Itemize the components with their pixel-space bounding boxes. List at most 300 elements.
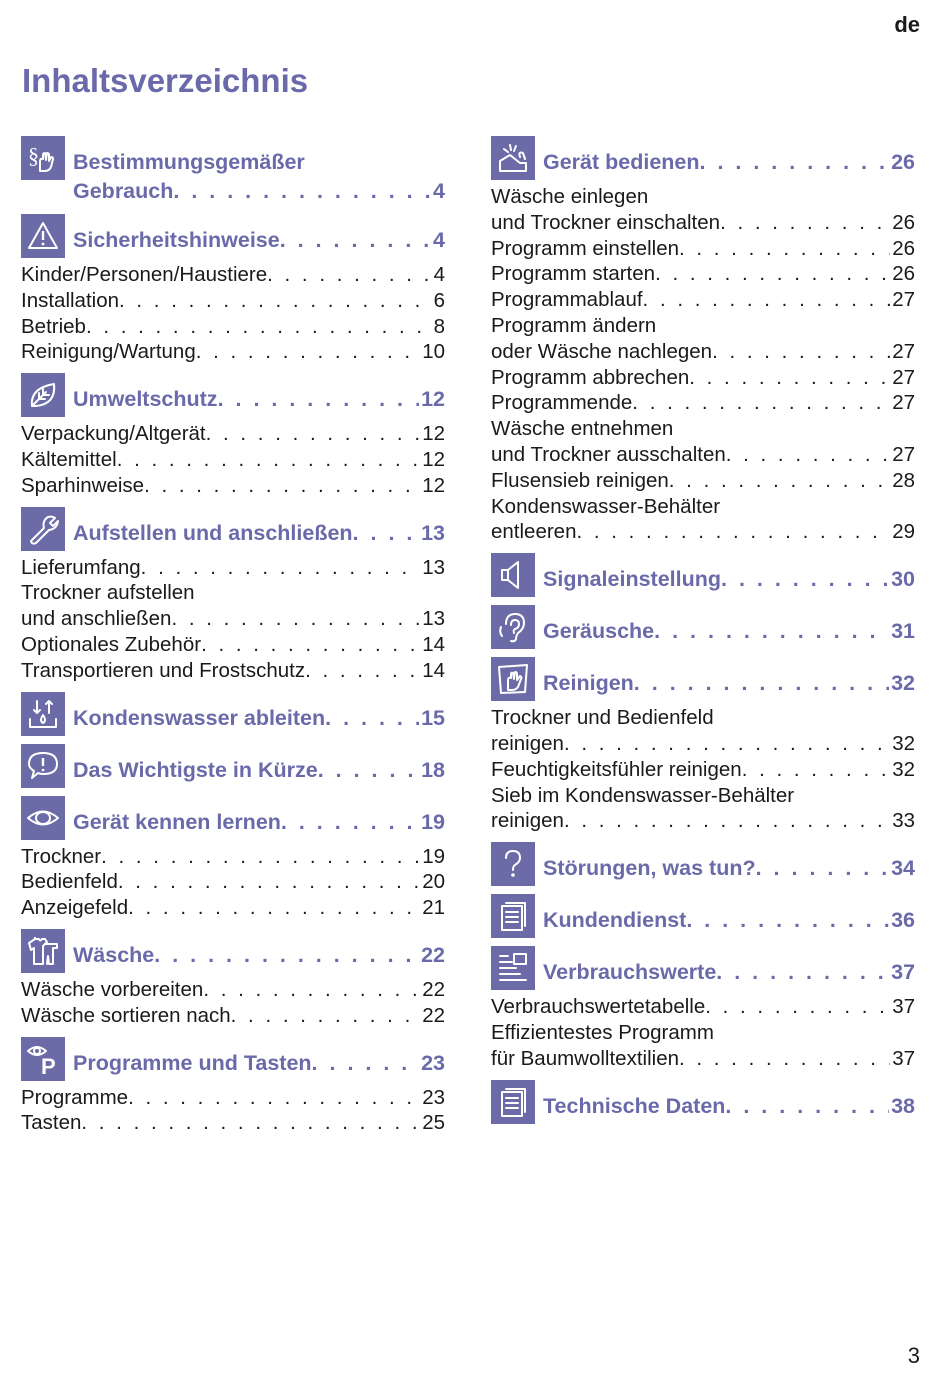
toc-entry-line-label: reinigen (491, 731, 564, 755)
toc-entry-line-label-line1: Trockner und Bedienfeld (491, 706, 714, 730)
toc-entry-line-label: Feuchtigkeitsfühler reinigen (491, 757, 742, 781)
toc-column-left (21, 134, 445, 1136)
toc-section-title[interactable] (543, 944, 915, 987)
toc-entry (21, 1003, 445, 1029)
section-heading-label: Störungen, was tun? (543, 856, 756, 881)
toc-entry (21, 895, 445, 921)
eye-p-icon (21, 1037, 65, 1081)
section-heading-label: Kundendienst (543, 908, 687, 933)
section-heading[interactable] (73, 1049, 445, 1078)
section-heading-page: 4 (433, 179, 445, 203)
toc-entry-line-label-line1: Programm ändern (491, 313, 657, 337)
toc-entry-line-wrap[interactable] (491, 705, 915, 757)
section-heading-page: 37 (891, 960, 915, 985)
toc-entry-line-page: 26 (892, 210, 915, 234)
eye-icon (21, 796, 65, 840)
dot-leader (632, 390, 890, 416)
toc-entry-line-label: und anschließen (21, 607, 172, 631)
toc-entry-line-label: oder Wäsche nachlegen (491, 339, 713, 363)
section-heading-page: 30 (891, 567, 915, 592)
toc-entry-line[interactable] (21, 447, 445, 473)
speaker-icon (491, 553, 535, 597)
dot-leader (173, 177, 431, 206)
dot-leader (564, 808, 890, 834)
toc-section-title[interactable] (73, 1035, 445, 1078)
toc-section (21, 134, 445, 206)
toc-entry-line-page: 25 (422, 1111, 445, 1135)
toc-entry (491, 468, 915, 494)
section-heading-page: 18 (421, 757, 445, 782)
toc-entry-line-label: entleeren (491, 520, 577, 544)
toc-section-title[interactable] (543, 551, 915, 594)
dot-leader (312, 1049, 420, 1078)
dot-leader (325, 704, 419, 733)
toc-section (491, 551, 915, 597)
language-code: de (894, 12, 920, 37)
toc-section (491, 892, 915, 938)
dot-leader (716, 958, 889, 987)
ear-icon (491, 605, 535, 649)
toc-entry-line-label: Bedienfeld (21, 870, 118, 894)
toc-entry-line[interactable] (21, 844, 445, 870)
dot-leader (679, 1046, 890, 1072)
toc-entry (491, 390, 915, 416)
section-heading-page: 36 (891, 908, 915, 933)
laundry-icon (21, 929, 65, 973)
toc-entry-line-label: Lieferumfang (21, 555, 141, 579)
toc-entry (491, 705, 915, 757)
toc-section-title[interactable] (543, 892, 915, 935)
dot-leader (128, 895, 420, 921)
section-heading[interactable] (543, 854, 915, 883)
section-heading-label: Technische Daten (543, 1093, 726, 1118)
section-heading-page: 15 (421, 705, 445, 730)
toc-entry-line-page: 33 (892, 809, 915, 833)
toc-entry-line-label: Sparhinweise (21, 473, 145, 497)
toc-entry-line-page: 20 (422, 870, 445, 894)
toc-entry-line-page: 22 (422, 1003, 445, 1027)
toc-entry-line[interactable] (491, 757, 915, 783)
toc-entry-line[interactable] (21, 869, 445, 895)
toc-entry-line-label: Trockner (21, 844, 102, 868)
dot-leader (679, 236, 890, 262)
toc-section (491, 1078, 915, 1124)
section-heading-label: Programme und Tasten (73, 1050, 312, 1075)
toc-entry-line-wrap[interactable] (491, 494, 915, 546)
toc-section (21, 927, 445, 973)
consumption-bars-icon (491, 946, 535, 990)
section-heading-page: 26 (891, 150, 915, 174)
toc-entry-line-label: Programme (21, 1085, 129, 1109)
dot-leader (353, 519, 420, 548)
toc-section (491, 655, 915, 701)
toc-entry-line-label: Wäsche sortieren nach (21, 1003, 231, 1027)
toc-section-title[interactable] (73, 212, 445, 255)
toc-entry (491, 287, 915, 313)
toc-entry-line-page: 32 (892, 731, 915, 755)
toc-entry-line[interactable] (491, 390, 915, 416)
toc-entry-line-page: 27 (892, 339, 915, 363)
toc-entry-line-page: 10 (422, 340, 445, 364)
toc-entry-line[interactable] (21, 555, 445, 581)
section-heading-label: Umweltschutz (73, 387, 218, 412)
toc-entry-line[interactable] (491, 210, 915, 236)
section-heading[interactable] (543, 958, 915, 987)
toc-entry-line-label: Programmende (491, 391, 633, 415)
toc-entry-line[interactable] (491, 808, 915, 834)
toc-entry-line-page: 27 (892, 365, 915, 389)
question-mark-icon (491, 842, 535, 886)
toc-entry-line-page: 14 (422, 632, 445, 656)
toc-entry (21, 658, 445, 684)
toc-entry-line-page: 12 (422, 422, 445, 446)
section-heading-wrap[interactable] (73, 148, 445, 206)
section-heading-page: 19 (421, 809, 445, 834)
toc-entry-line[interactable] (21, 977, 445, 1003)
toc-entry-line[interactable] (491, 442, 915, 468)
toc-entry-line-label: Programm starten (491, 262, 656, 286)
toc-entry-line-page: 29 (892, 520, 915, 544)
svg-text:§: § (28, 143, 39, 168)
toc-entry-line-page: 26 (892, 262, 915, 286)
toc-entry-line[interactable] (491, 468, 915, 494)
dot-leader (725, 1092, 889, 1121)
section-heading[interactable] (73, 941, 445, 970)
toc-entry-line-label: Tasten (21, 1111, 82, 1135)
toc-entry (491, 365, 915, 391)
section-heading-label: Wäsche (73, 942, 155, 967)
toc-section-title[interactable] (543, 1078, 915, 1121)
toc-entry-line-label: Programm einstellen (491, 236, 679, 260)
toc-entry-line-label: reinigen (491, 809, 564, 833)
dot-leader (742, 757, 890, 783)
section-heading-label: Verbrauchswerte (543, 960, 717, 985)
toc-entry-line-page: 37 (892, 995, 915, 1019)
toc-entry-line-page: 27 (892, 442, 915, 466)
toc-entry-line-label-line1: Effizientestes Programm (491, 1020, 714, 1044)
toc-entry-line[interactable] (21, 314, 445, 340)
toc-entry (491, 184, 915, 236)
section-heading[interactable] (73, 808, 445, 837)
section-heading[interactable] (73, 177, 445, 206)
toc-entry-line[interactable] (21, 421, 445, 447)
toc-entry-line[interactable] (21, 606, 445, 632)
toc-entry-line[interactable] (491, 994, 915, 1020)
section-heading[interactable] (543, 148, 915, 177)
toc-entry-line[interactable] (491, 287, 915, 313)
toc-section-title[interactable] (73, 505, 445, 548)
dot-leader (196, 339, 420, 365)
section-heading[interactable] (73, 704, 445, 733)
toc-entry-line[interactable] (491, 365, 915, 391)
toc-entry (21, 288, 445, 314)
section-heading-page: 32 (891, 671, 915, 696)
toc-section-title[interactable] (73, 794, 445, 837)
section-heading[interactable] (543, 1092, 915, 1121)
section-heading[interactable] (543, 565, 915, 594)
dot-leader (686, 906, 889, 935)
dot-leader (201, 632, 420, 658)
dot-leader (281, 808, 419, 837)
toc-entry-line[interactable] (491, 519, 915, 545)
toc-entry-line-label: Programmablauf (491, 288, 643, 312)
dot-leader (720, 210, 890, 236)
section-heading[interactable] (543, 906, 915, 935)
section-heading[interactable] (73, 756, 445, 785)
section-heading-page: 34 (891, 856, 915, 881)
dot-leader (654, 617, 889, 646)
dot-leader (669, 468, 890, 494)
section-heading-page: 23 (421, 1050, 445, 1075)
toc-entry-line-page: 32 (892, 757, 915, 781)
toc-section-title[interactable] (73, 927, 445, 970)
toc-section (21, 212, 445, 258)
toc-section (21, 371, 445, 417)
section-heading-label: Signaleinstellung (543, 567, 721, 592)
toc-entry (21, 421, 445, 447)
toc-entry-line[interactable] (21, 1003, 445, 1029)
cleaning-cloth-icon (491, 657, 535, 701)
toc-entry (491, 236, 915, 262)
dot-leader (643, 287, 891, 313)
toc-section (21, 690, 445, 736)
section-heading-label: Das Wichtigste in Kürze (73, 757, 318, 782)
dot-leader (203, 977, 420, 1003)
toc-entry-line-page: 37 (892, 1046, 915, 1070)
section-heading-label: Sicherheitshinweise (73, 228, 280, 252)
section-heading-label: Aufstellen und anschließen (73, 520, 353, 545)
toc-entry-line[interactable] (21, 895, 445, 921)
toc-entry-line[interactable] (21, 1085, 445, 1111)
toc-entry (21, 555, 445, 581)
toc-entry (491, 994, 915, 1020)
toc-entry-line-page: 14 (422, 658, 445, 682)
toc-entry (491, 494, 915, 546)
dot-leader (655, 261, 890, 287)
toc-entry-line-wrap[interactable] (491, 184, 915, 236)
toc-entry-line-label-line1: Wäsche einlegen (491, 185, 649, 208)
wrench-icon (21, 507, 65, 551)
toc-entry (21, 1085, 445, 1111)
toc-entry (21, 262, 445, 288)
toc-entry (21, 473, 445, 499)
toc-section-title[interactable] (543, 134, 915, 177)
dot-leader (86, 314, 432, 340)
dot-leader (267, 262, 431, 288)
toc-entry-line[interactable] (21, 1110, 445, 1136)
toc-entry-line[interactable] (21, 658, 445, 684)
toc-entry-line-label: und Trockner ausschalten (491, 442, 726, 466)
toc-entry-line[interactable] (491, 1046, 915, 1072)
section-heading-page: 4 (433, 228, 445, 252)
toc-entry-line-label: Anzeigefeld (21, 896, 129, 920)
toc-entry-line-label: Verbrauchswertetabelle (491, 995, 706, 1019)
toc-section (21, 742, 445, 788)
toc-entry-line-label: Flusensieb reinigen (491, 468, 669, 492)
toc-entry-line-label-line1: Wäsche entnehmen (491, 417, 674, 441)
toc-section (21, 505, 445, 551)
toc-entry-line-label-line1: Trockner aufstellen (21, 581, 195, 605)
section-heading[interactable] (73, 385, 445, 414)
toc-entry-line-page: 21 (422, 896, 445, 920)
page-title: Inhaltsverzeichnis (22, 62, 309, 99)
toc-entry-line-label: Verpackung/Altgerät (21, 422, 206, 446)
section-heading[interactable] (73, 226, 445, 255)
document-icon (491, 1080, 535, 1124)
section-heading-page: 38 (891, 1093, 915, 1118)
section-heading[interactable] (543, 617, 915, 646)
dot-leader (721, 565, 889, 594)
dot-leader (81, 1110, 420, 1136)
toc-section-title[interactable] (73, 690, 445, 733)
section-heading-label: Reinigen (543, 671, 634, 696)
toc-entry-line-label: Betrieb (21, 314, 86, 338)
toc-entry (21, 314, 445, 340)
leaf-icon (21, 373, 65, 417)
toc-section-title[interactable] (543, 603, 915, 646)
toc-section-title[interactable] (543, 655, 915, 698)
toc-entry-line-label-line1: Sieb im Kondenswasser-Behälter (491, 783, 795, 807)
toc-section-title[interactable] (543, 840, 915, 883)
toc-entry-line-label: Installation (21, 288, 120, 312)
toc-entry (21, 1110, 445, 1136)
dot-leader (101, 844, 420, 870)
toc-entry-line[interactable] (21, 632, 445, 658)
section-heading-label: Geräusche (543, 619, 655, 644)
toc-section-title[interactable] (73, 371, 445, 414)
dot-leader (231, 1003, 421, 1029)
toc-entry (21, 844, 445, 870)
toc-entry-line[interactable] (21, 288, 445, 314)
dot-leader (705, 994, 890, 1020)
section-heading-label: Kondenswasser ableiten (73, 705, 326, 730)
toc-entry (491, 757, 915, 783)
toc-entry (21, 447, 445, 473)
toc-entry-line-page: 12 (422, 447, 445, 471)
section-heading-page: 31 (891, 619, 915, 644)
section-heading-label: Gerät kennen lernen (73, 809, 281, 834)
warning-triangle-icon (21, 214, 65, 258)
toc-entry-line-label: Optionales Zubehör (21, 632, 202, 656)
toc-entry (491, 313, 915, 365)
toc-entry-line-wrap[interactable] (491, 783, 915, 835)
toc-section (21, 1035, 445, 1081)
dot-leader (119, 288, 432, 314)
toc-column-right (491, 134, 915, 1128)
dot-leader (128, 1085, 420, 1111)
toc-section-title[interactable] (73, 742, 445, 785)
toc-entry-line-wrap[interactable] (491, 1020, 915, 1072)
toc-entry (491, 1020, 915, 1072)
toc-entry-line-label: und Trockner einschalten (491, 210, 721, 234)
toc-section (21, 794, 445, 840)
toc-entry (491, 783, 915, 835)
toc-section (491, 944, 915, 990)
page-number: 3 (907, 1343, 920, 1368)
section-heading[interactable] (543, 669, 915, 698)
toc-entry-line[interactable] (491, 731, 915, 757)
hand-operate-icon (491, 136, 535, 180)
dot-leader (154, 941, 419, 970)
toc-entry-line-label: Wäsche vorbereiten (21, 977, 204, 1001)
toc-entry (491, 416, 915, 468)
toc-entry-line-page: 28 (892, 468, 915, 492)
section-heading-page: 22 (421, 942, 445, 967)
dot-leader (280, 226, 431, 255)
toc-entry-line-label: Programm abbrechen (491, 365, 690, 389)
toc-section (491, 840, 915, 886)
toc-entry-line-page: 6 (433, 288, 445, 312)
document-icon (491, 894, 535, 938)
dot-leader (712, 339, 890, 365)
toc-entry-line-page: 27 (892, 288, 915, 312)
section-heading-label: Gerät bedienen (543, 150, 700, 174)
toc-entry (21, 580, 445, 632)
dot-leader (700, 148, 890, 177)
toc-entry-line-label: Kinder/Personen/Haustiere (21, 263, 268, 286)
dot-leader (634, 669, 889, 698)
toc-entry-line[interactable] (491, 236, 915, 262)
toc-section (491, 603, 915, 649)
toc-entry-line-page: 4 (433, 263, 445, 286)
toc-entry-line[interactable] (21, 473, 445, 499)
dot-leader (726, 442, 890, 468)
toc-entry-line[interactable] (21, 262, 445, 288)
toc-entry (491, 261, 915, 287)
toc-entry-line-page: 22 (422, 977, 445, 1001)
toc-entry-line-label-line1: Kondenswasser-Behälter (491, 494, 721, 518)
dot-leader (144, 473, 420, 499)
dot-leader (118, 869, 420, 895)
dot-leader (318, 756, 419, 785)
toc-entry (21, 632, 445, 658)
section-heading[interactable] (73, 519, 445, 548)
section-hand-icon (21, 136, 65, 180)
toc-entry-line-page: 27 (892, 391, 915, 415)
toc-entry-line[interactable] (491, 339, 915, 365)
toc-entry (21, 869, 445, 895)
dot-leader (564, 731, 890, 757)
toc-entry-line-page: 26 (892, 236, 915, 260)
toc-entry (21, 339, 445, 365)
toc-entry-line[interactable] (21, 339, 445, 365)
dot-leader (305, 658, 420, 684)
toc-section-title[interactable] (73, 134, 445, 206)
toc-entry-line-label: Reinigung/Wartung (21, 340, 196, 364)
dot-leader (218, 385, 420, 414)
toc-entry-line-page: 13 (422, 607, 445, 631)
toc-entry-line-wrap[interactable] (21, 580, 445, 632)
dot-leader (141, 555, 421, 581)
toc-section (491, 134, 915, 180)
toc-entry-line-label: Kältemittel (21, 447, 117, 471)
section-heading-label-line1: Bestimmungsgemäßer (73, 150, 305, 174)
toc-entry-line-label: für Baumwolltextilien (491, 1046, 679, 1070)
dot-leader (171, 606, 420, 632)
toc-entry-line-wrap[interactable] (491, 416, 915, 468)
section-heading-page: 13 (421, 520, 445, 545)
section-heading-page: 12 (421, 387, 445, 412)
toc-entry-line-label: Transportieren und Frostschutz (21, 658, 306, 682)
section-heading-label: Gebrauch (73, 179, 174, 203)
toc-entry-line-page: 8 (433, 314, 445, 338)
dot-leader (117, 447, 420, 473)
toc-entry-line-page: 19 (422, 844, 445, 868)
svg-text:P: P (41, 1053, 56, 1076)
toc-entry-line-wrap[interactable] (491, 313, 915, 365)
toc-entry-line-page: 23 (422, 1085, 445, 1109)
toc-entry-line[interactable] (491, 261, 915, 287)
